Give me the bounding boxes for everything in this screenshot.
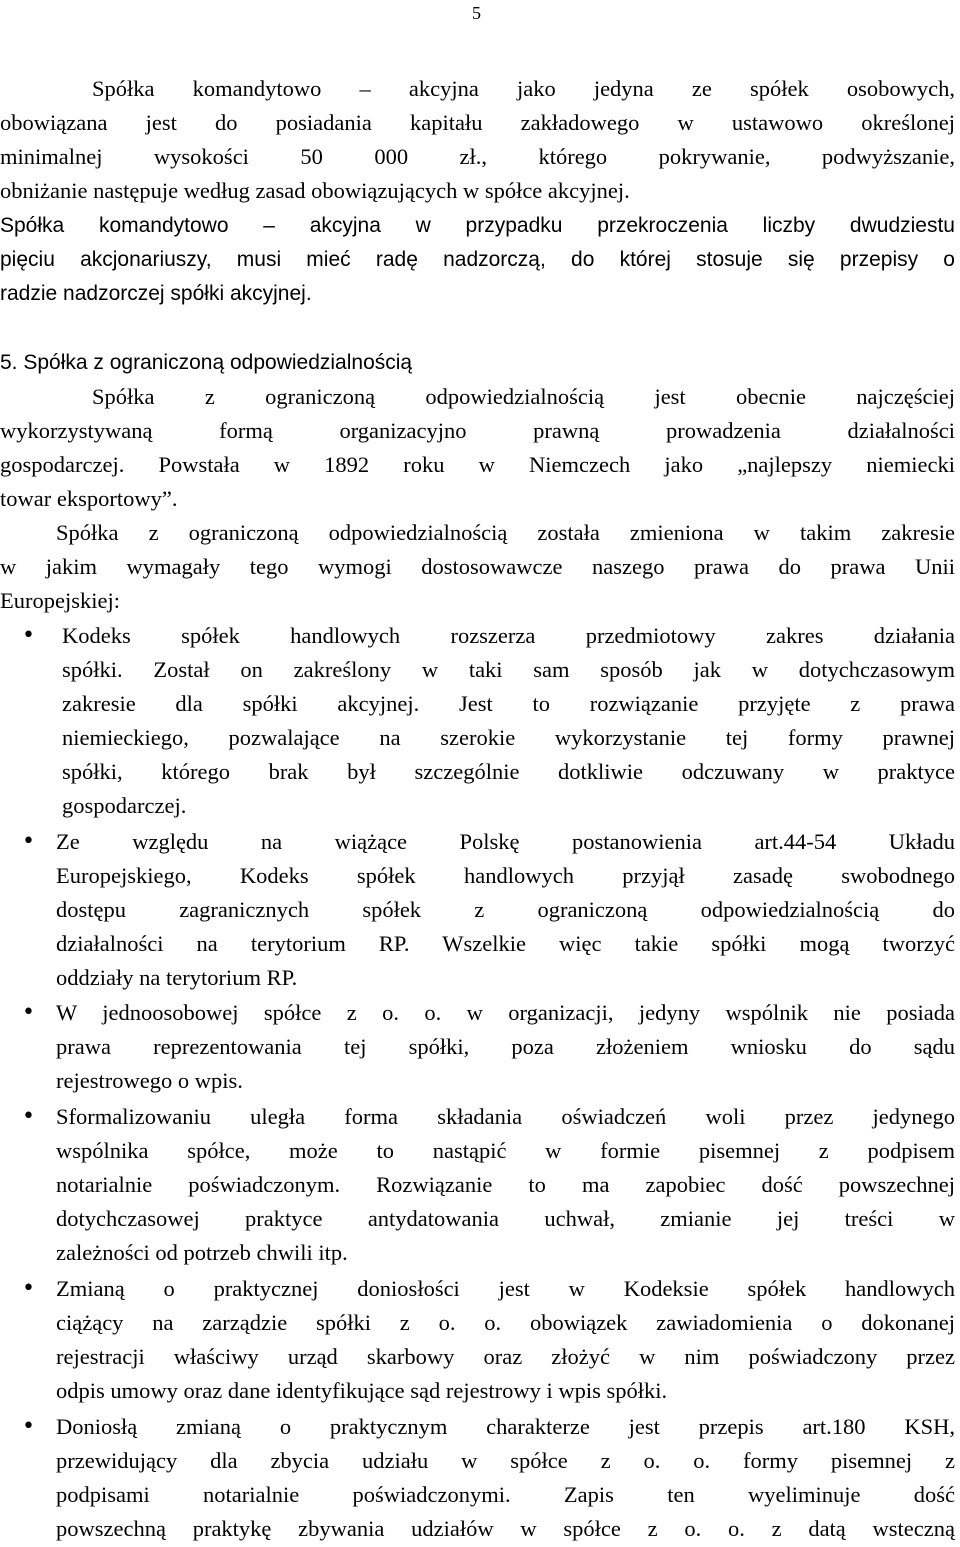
text-line: odpis umowy oraz dane identyfikujące sąd rejestrowy i wpis spółki. (56, 1378, 668, 1403)
bullet-icon: • (22, 1104, 35, 1129)
text-line: Spółka komandytowo – akcyjna jako jedyna ze spółek osobowych, (92, 76, 955, 101)
text-line: w jakim wymagały tego wymogi dostosowawcze naszego prawa do prawa Unii (0, 554, 955, 579)
text-line: ciążący na zarządzie spółki z o. o. obowiązek zawiadomienia o dokonanej (56, 1310, 955, 1335)
text-line: działalności na terytorium RP. Wszelkie więc takie spółki mogą tworzyć (56, 931, 955, 956)
text-line: W jednoosobowej spółce z o. o. w organizacji, jedyny wspólnik nie posiada (56, 1000, 955, 1025)
bullet-icon: • (22, 1000, 35, 1025)
text-line: Sformalizowaniu uległa forma składania oświadczeń woli przez jedynego (56, 1104, 955, 1129)
bullet-icon: • (22, 829, 35, 854)
text-line: gospodarczej. Powstała w 1892 roku w Niemczech jako „najlepszy niemiecki (0, 452, 955, 477)
text-line: Spółka z ograniczoną odpowiedzialnością została zmieniona w takim zakresie (56, 520, 955, 545)
text-line: wspólnika spółce, może to nastąpić w formie pisemnej z podpisem (56, 1138, 955, 1163)
text-line: towar eksportowy”. (0, 486, 178, 511)
text-line: wykorzystywaną formą organizacyjno prawną prowadzenia działalności (0, 418, 955, 443)
text-line: minimalnej wysokości 50 000 zł., którego pokrywanie, podwyższanie, (0, 144, 955, 169)
bullet-icon: • (22, 1414, 35, 1439)
text-line: podpisami notarialnie poświadczonymi. Zapis ten wyeliminuje dość (56, 1482, 955, 1507)
bullet-icon: • (22, 1276, 35, 1301)
text-line: Spółka komandytowo – akcyjna w przypadku przekroczenia liczby dwudziestu (0, 214, 955, 237)
text-line: gospodarczej. (62, 793, 187, 818)
text-line: spółki, którego brak był szczególnie dotkliwie odczuwany w praktyce (62, 759, 955, 784)
text-line: dotychczasowej praktyce antydatowania uchwał, zmianie jej treści w (56, 1206, 955, 1231)
text-line: rejestracji właściwy urząd skarbowy oraz złożyć w nim poświadczony przez (56, 1344, 955, 1369)
section-heading: 5. Spółka z ograniczoną odpowiedzialnością (0, 351, 413, 374)
text-line: rejestrowego o wpis. (56, 1068, 243, 1093)
text-line: pięciu akcjonariuszy, musi mieć radę nadzorczą, do której stosuje się przepisy o (0, 248, 955, 271)
page-number: 5 (472, 3, 481, 23)
text-line: oddziały na terytorium RP. (56, 965, 298, 990)
text-line: Doniosłą zmianą o praktycznym charakterze jest przepis art.180 KSH, (56, 1414, 955, 1439)
text-line: obowiązana jest do posiadania kapitału zakładowego w ustawowo określonej (0, 110, 955, 135)
text-line: spółki. Został on zakreślony w taki sam sposób jak w dotychczasowym (62, 657, 955, 682)
text-line: Europejskiej: (0, 588, 120, 613)
text-line: powszechną praktykę zbywania udziałów w spółce z o. o. z datą wsteczną (56, 1516, 955, 1541)
bullet-icon: • (22, 623, 35, 648)
text-line: niemieckiego, pozwalające na szerokie wykorzystanie tej formy prawnej (62, 725, 955, 750)
text-line: obniżanie następuje według zasad obowiązujących w spółce akcyjnej. (0, 178, 630, 203)
text-line: prawa reprezentowania tej spółki, poza złożeniem wniosku do sądu (56, 1034, 955, 1059)
text-line: zakresie dla spółki akcyjnej. Jest to rozwiązanie przyjęte z prawa (62, 691, 955, 716)
text-line: Spółka z ograniczoną odpowiedzialnością jest obecnie najczęściej (92, 384, 955, 409)
text-line: przewidujący dla zbycia udziału w spółce z o. o. formy pisemnej z (56, 1448, 955, 1473)
text-line: notarialnie poświadczonym. Rozwiązanie to ma zapobiec dość powszechnej (56, 1172, 955, 1197)
text-line: dostępu zagranicznych spółek z ograniczoną odpowiedzialnością do (56, 897, 955, 922)
text-line: radzie nadzorczej spółki akcyjnej. (0, 282, 312, 305)
text-line: Zmianą o praktycznej doniosłości jest w Kodeksie spółek handlowych (56, 1276, 955, 1301)
text-line: Europejskiego, Kodeks spółek handlowych przyjął zasadę swobodnego (56, 863, 955, 888)
text-line: Ze względu na wiążące Polskę postanowienia art.44-54 Układu (56, 829, 955, 854)
text-line: Kodeks spółek handlowych rozszerza przedmiotowy zakres działania (62, 623, 955, 648)
text-line: zależności od potrzeb chwili itp. (56, 1240, 348, 1265)
